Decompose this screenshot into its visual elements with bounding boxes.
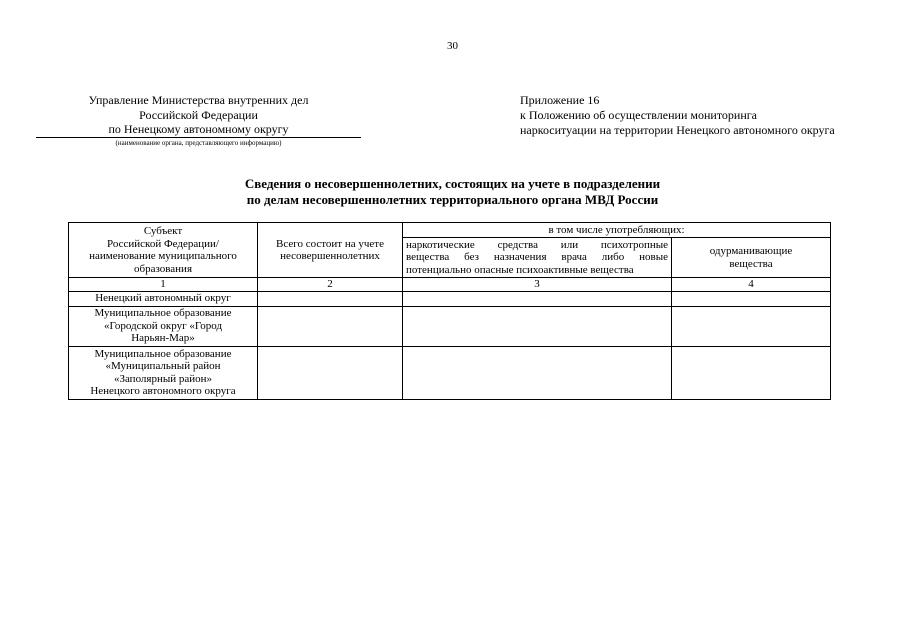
table-header-row [69,223,831,238]
table-row [69,346,831,399]
row-cell-intoxicating[interactable] [672,291,831,306]
row-cell-intoxicating[interactable] [672,346,831,399]
header-intoxicating-line-2: вещества [729,257,773,270]
document-title [0,176,905,208]
row-subject: Ненецкий автономный округ [69,291,258,306]
organization-line-2: Российской Федерации [139,107,258,122]
row-cell-total[interactable] [258,346,403,399]
column-number-4: 4 [672,278,831,292]
header-total-line-2: несовершеннолетних [280,250,380,262]
row-cell-narcotic[interactable] [403,346,672,399]
row-cell-narcotic[interactable] [403,291,672,306]
organization-caption: (наименование органа, представляющего информацию) [115,138,282,147]
header-subject-line-3: наименование муниципального [89,250,237,262]
document-title-line-2: по делам несовершеннолетних территориального органа МВД России [246,192,659,207]
header-narcotic-line-2: вещества без назначения врача либо новые [406,251,668,264]
header-including: в том числе употребляющих: [403,223,831,238]
header-intoxicating [672,238,831,278]
row-subject [69,306,258,346]
header-intoxicating-line-1: одурманивающие [709,245,793,257]
column-number-2: 2 [258,278,403,292]
header-total-line-1: Всего состоит на учете [276,237,384,250]
organization-line-3: по Ненецкому автономному округу [36,122,361,138]
appendix-line-2: к Положению об осуществлении мониторинга [520,108,758,122]
row-subject-line-1: Муниципальное образование [94,307,232,320]
row-subject-line-1: Муниципальное образование [94,347,232,360]
row-subject-line-2: «Муниципальный район [105,360,221,372]
row-subject-line-3: Нарьян-Мар» [131,332,195,345]
header-narcotic-line-3: потенциально опасные психоактивные вещества [406,263,634,276]
row-subject-line-2: «Городской округ «Город [103,319,223,332]
column-number-1: 1 [69,278,258,292]
document-title-line-1: Сведения о несовершеннолетних, состоящих на учете в подразделении [244,176,661,191]
report-table [68,222,831,400]
row-cell-total[interactable] [258,291,403,306]
appendix-line-3: наркоситуации на территории Ненецкого автономного округа [520,123,835,137]
table-row [69,291,831,306]
header-narcotic [403,238,672,278]
header-total [258,223,403,278]
row-cell-narcotic[interactable] [403,306,672,346]
appendix-block [520,93,835,138]
organization-line-1: Управление Министерства внутренних дел [88,93,309,107]
header-subject-line-1: Субъект [143,225,183,237]
column-number-3: 3 [403,278,672,292]
header-subject-line-2: Российской Федерации/ [107,237,219,250]
table-row [69,306,831,346]
column-number-row [69,278,831,292]
header-subject [69,223,258,278]
header-subject-line-4: образования [133,262,193,275]
header-narcotic-line-1: наркотические средства или психотропные [406,238,668,251]
row-subject-line-4: Ненецкого автономного округа [90,385,236,397]
row-subject [69,346,258,399]
row-cell-total[interactable] [258,306,403,346]
organization-block [36,93,361,148]
row-cell-intoxicating[interactable] [672,306,831,346]
row-subject-line-3: «Заполярный район» [113,372,213,385]
page-number: 30 [447,40,458,52]
appendix-line-1: Приложение 16 [520,93,600,107]
